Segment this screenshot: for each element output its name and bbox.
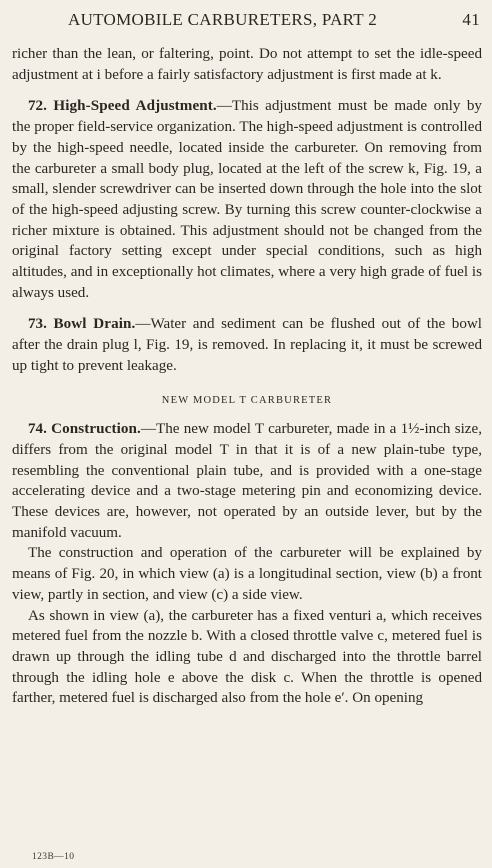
section-text: —This adjustment must be made only by the proper field-service organization. The high-speed adjustment is controlled by the high-speed needle, located inside the carbureter. On removing from the carbureter a small body plug, located at the left of the screw k, Fig. 19, a small, slender screwdriver can be inserted down through the hole into the slot of the high-speed adjusting screw. By turning this screw counter-clockwise a richer mixture is obtained. This adjustment should not be changed from the original factory setting except under special conditions, such as high altitudes, and in exceptionally hot climates, where a very high grade of fuel is always used. bbox=[12, 98, 482, 301]
running-title: AUTOMOBILE CARBURETERS, PART 2 bbox=[68, 10, 377, 29]
section-number: 73. bbox=[28, 316, 47, 333]
running-head bbox=[12, 6, 480, 34]
section-number: 72. bbox=[28, 98, 47, 115]
section-title: Construction. bbox=[51, 421, 141, 438]
section-number: 74. bbox=[28, 421, 47, 438]
subheading-new-model-t-carbureter: NEW MODEL T CARBURETER bbox=[161, 394, 333, 406]
footer-signature: 123B—10 bbox=[32, 852, 75, 862]
section-text: —The new model T carbureter, made in a 1½-inch size, differs from the original model T in that it is of a new plain-tube type, resembling the conventional plain tube, and is provided with a one-stage accelerating device and a two-stage metering pin and economizing device. These devices are, however, not operated by an outside lever, but by the manifold vacuum. bbox=[12, 421, 482, 541]
paragraph-fixed-venturi: As shown in view (a), the carbureter has a fixed venturi a, which receives metered fuel from the nozzle b. With a closed throttle valve c, metered fuel is drawn up through the idling tube d and discharged into the throttle barrel through the idling hole e above the disk c. When the throttle is opened farther, metered fuel is discharged also from the hole e′. On opening bbox=[12, 607, 482, 707]
section-title: High-Speed Adjustment. bbox=[53, 98, 217, 115]
section-72 bbox=[12, 96, 482, 303]
section-74 bbox=[12, 419, 482, 543]
section-title: Bowl Drain. bbox=[53, 316, 136, 333]
page-number: 41 bbox=[462, 10, 480, 29]
section-73 bbox=[12, 314, 482, 376]
continued-paragraph: richer than the lean, or faltering, point. Do not attempt to set the idle-speed adjustment at i before a fairly satisfactory adjustment is first made at k. bbox=[12, 46, 482, 83]
section-text: —Water and sediment can be flushed out of the bowl after the drain plug l, Fig. 19, is removed. In replacing it, it must be screwed up tight to prevent leakage. bbox=[12, 316, 482, 374]
page-body bbox=[12, 44, 482, 709]
paragraph-figure-20: The construction and operation of the carbureter will be explained by means of Fig. 20, in which view (a) is a longitudinal section, view (b) a front view, partly in section, and view (c) a side view. bbox=[12, 545, 482, 603]
